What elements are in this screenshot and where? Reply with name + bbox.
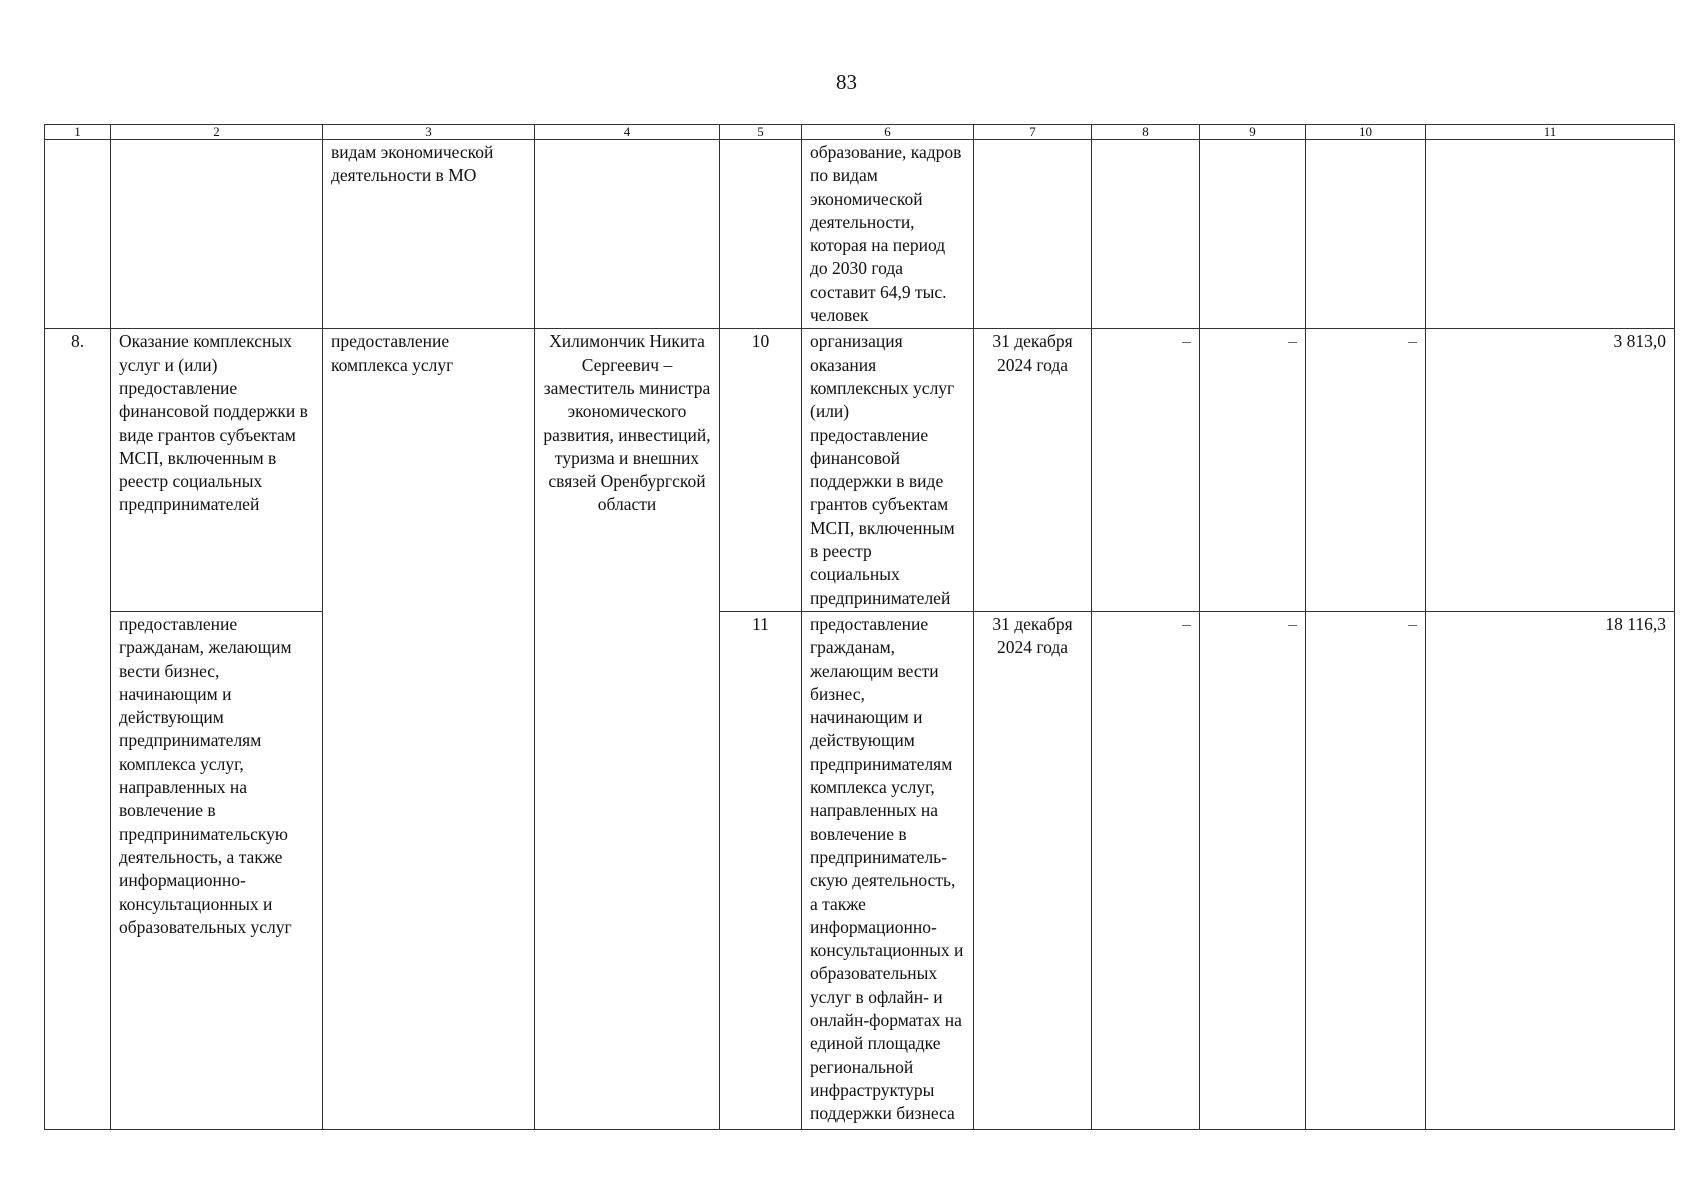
empty-cell (720, 140, 802, 329)
table-row-8b (45, 611, 1675, 1129)
row-number: 8. (45, 329, 111, 1130)
column-number: 5 (720, 125, 802, 140)
column-number: 6 (802, 125, 974, 140)
cell-dash: – (1200, 329, 1306, 612)
cell-dash: – (1092, 329, 1200, 612)
cell-dash: – (1200, 611, 1306, 1129)
empty-cell (1092, 140, 1200, 329)
cell-amount: 3 813,0 (1426, 329, 1675, 612)
empty-cell (111, 140, 323, 329)
page-number: 83 (836, 70, 857, 94)
cell-number: 11 (720, 611, 802, 1129)
cell-responsible: Хилимончик Никита Сергеевич – заместитель министра экономического развития, инвестиций, туризма и внешних связей Оренбургской области (535, 329, 720, 1130)
cell-result: предоставление гражданам, желающим вести бизнес, начинающим и действующим предпринимателям комплекса услуг, направленных на вовлечение в предприниматель-скую деятельность, а также информационно-консультационных и образовательных услуг в офлайн- и онлайн-форматах на единой площадке региональной инфраструктуры поддержки бизнеса (802, 611, 974, 1129)
empty-cell (1306, 140, 1426, 329)
table-row-continued (45, 140, 1675, 329)
column-number: 9 (1200, 125, 1306, 140)
cell-deadline: 31 декабря 2024 года (974, 611, 1092, 1129)
table-row-8a (45, 329, 1675, 612)
column-number: 3 (323, 125, 535, 140)
cell-result-continued: образование, кадров по видам экономической деятельности, которая на период до 2030 года составит 64,9 тыс. человек (802, 140, 974, 329)
cell-dash: – (1306, 611, 1426, 1129)
cell-dash: – (1092, 611, 1200, 1129)
cell-indicator-continued: видам экономической деятельности в МО (323, 140, 535, 329)
empty-cell (1200, 140, 1306, 329)
cell-event: предоставление гражданам, желающим вести бизнес, начинающим и действующим предпринимателям комплекса услуг, направленных на вовлечение в предпринимательскую деятельность, а также информационно-консультационных и образовательных услуг (111, 611, 323, 1129)
column-number: 8 (1092, 125, 1200, 140)
cell-amount: 18 116,3 (1426, 611, 1675, 1129)
empty-cell (535, 140, 720, 329)
column-number: 4 (535, 125, 720, 140)
column-number-row (45, 125, 1675, 140)
measures-table (44, 124, 1675, 1130)
cell-indicator: предоставление комплекса услуг (323, 329, 535, 1130)
cell-deadline: 31 декабря 2024 года (974, 329, 1092, 612)
cell-number: 10 (720, 329, 802, 612)
empty-cell (45, 140, 111, 329)
cell-event: Оказание комплексных услуг и (или) предоставление финансовой поддержки в виде грантов субъектам МСП, включенным в реестр социальных предпринимателей (111, 329, 323, 612)
empty-cell (974, 140, 1092, 329)
column-number: 10 (1306, 125, 1426, 140)
cell-dash: – (1306, 329, 1426, 612)
column-number: 7 (974, 125, 1092, 140)
column-number: 2 (111, 125, 323, 140)
column-number: 11 (1426, 125, 1675, 140)
empty-cell (1426, 140, 1675, 329)
column-number: 1 (45, 125, 111, 140)
cell-result: организация оказания комплексных услуг (или) предоставление финансовой поддержки в виде грантов субъектам МСП, включенным в реестр социальных предпринимателей (802, 329, 974, 612)
